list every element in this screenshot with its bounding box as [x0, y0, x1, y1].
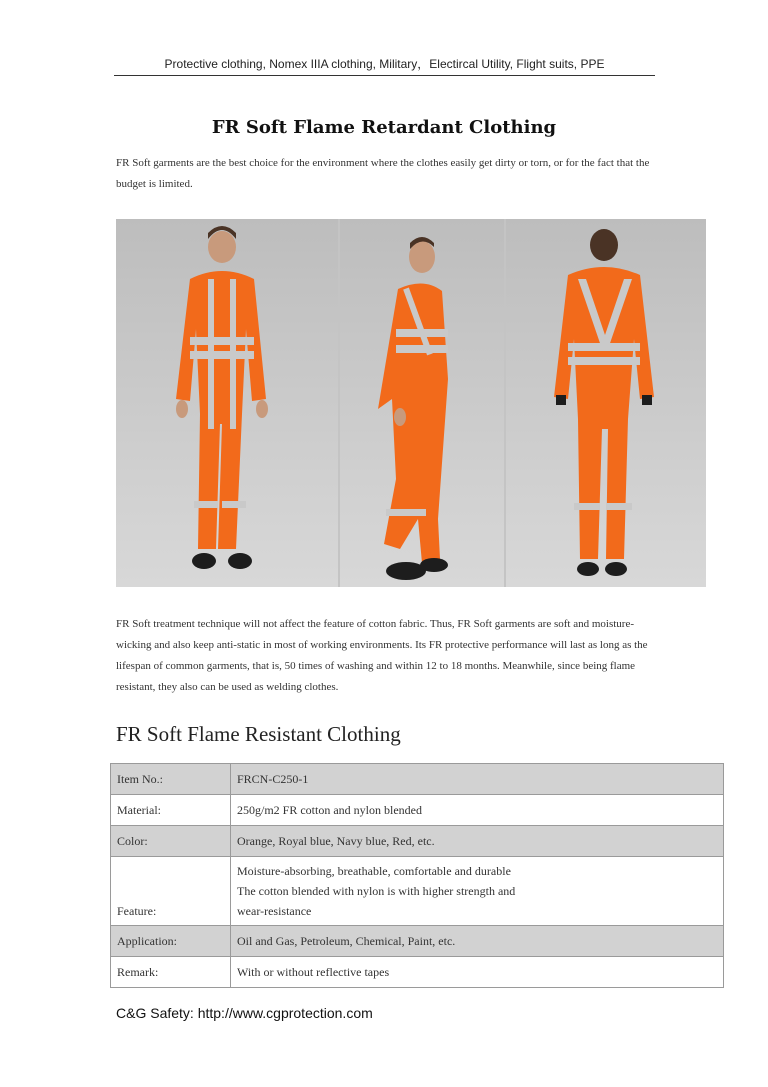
spec-label: Material: [111, 795, 231, 826]
table-row [111, 957, 724, 988]
spec-value [231, 857, 724, 926]
description-paragraph: FR Soft treatment technique will not affect the feature of cotton fabric. Thus, FR Soft garments are soft and moisture-wicking and also keep anti-static in most of working environments. Its FR protective performance will last as long as the lifespan of common garments, that is, 50 times of washing and within 12 to 18 months. Meanwhile, since being flame resistant, they also can be used as welding clothes. [116, 618, 648, 693]
spec-label: Application: [111, 926, 231, 957]
page-header [114, 55, 655, 76]
section-title: FR Soft Flame Resistant Clothing [116, 722, 401, 746]
coverall-illustration [116, 219, 706, 587]
spec-label: Color: [111, 826, 231, 857]
header-text: Protective clothing, Nomex IIIA clothing, Military，Electircal Utility, Flight suits, PPE [164, 57, 605, 71]
spec-value: 250g/m2 FR cotton and nylon blended [231, 795, 724, 826]
spec-label: Feature: [111, 857, 231, 926]
spec-label: Remark: [111, 957, 231, 988]
product-photo [116, 219, 706, 587]
spec-table [110, 763, 724, 988]
spec-value: Oil and Gas, Petroleum, Chemical, Paint, etc. [231, 926, 724, 957]
intro-paragraph: FR Soft garments are the best choice for the environment where the clothes easily get dirty or torn, or for the fact that the budget is limited. [116, 157, 650, 190]
spec-value: With or without reflective tapes [231, 957, 724, 988]
table-row [111, 926, 724, 957]
feature-line: wear-resistance [237, 904, 312, 918]
table-row [111, 826, 724, 857]
table-row [111, 764, 724, 795]
spec-value: FRCN-C250-1 [231, 764, 724, 795]
feature-line: Moisture-absorbing, breathable, comfortable and durable [237, 864, 511, 878]
feature-line: The cotton blended with nylon is with higher strength and [237, 884, 516, 898]
page-title: FR Soft Flame Retardant Clothing [211, 117, 557, 138]
table-row [111, 795, 724, 826]
footer-text: C&G Safety: http://www.cgprotection.com [116, 1005, 373, 1021]
spec-value: Orange, Royal blue, Navy blue, Red, etc. [231, 826, 724, 857]
spec-label: Item No.: [111, 764, 231, 795]
table-row [111, 857, 724, 926]
